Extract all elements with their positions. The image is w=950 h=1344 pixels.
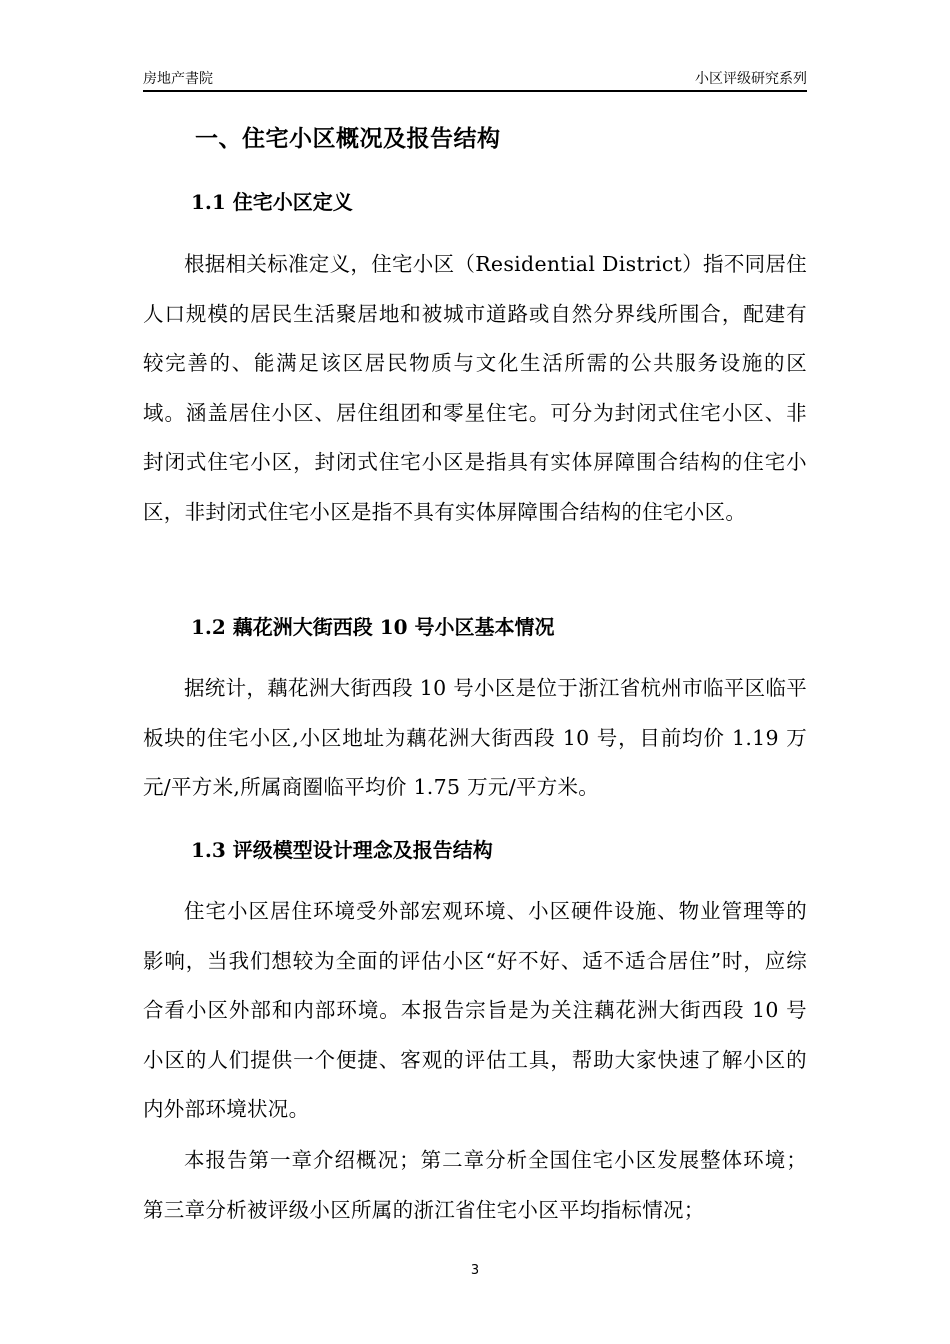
section-heading-1-1: 1.1 住宅小区定义 bbox=[191, 190, 353, 214]
section-1-1-paragraph: 根据相关标准定义，住宅小区（Residential District）指不同居住人口规模的居民生活聚居地和被城市道路或自然分界线所围合，配建有较完善的、能满足该区居民物质与文化生活所需的公共服务设施的区域。涵盖居住小区、居住组团和零星住宅。可分为封闭式住宅小区、非封闭式住宅小区，封闭式住宅小区是指具有实体屏障围合结构的住宅小区，非封闭式住宅小区是指不具有实体屏障围合结构的住宅小区。 bbox=[143, 252, 808, 524]
section-1-3-paragraph-1: 住宅小区居住环境受外部宏观环境、小区硬件设施、物业管理等的影响，当我们想较为全面的评估小区“好不好、适不适合居住”时，应综合看小区外部和内部环境。本报告宗旨是为关注藕花洲大街西段 10 号小区的人们提供一个便捷、客观的评估工具，帮助大家快速了解小区的内外部环境状况。 bbox=[143, 899, 807, 1122]
section-1-3-paragraph-2: 本报告第一章介绍概况；第二章分析全国住宅小区发展整体环境；第三章分析被评级小区所属的浙江省住宅小区平均指标情况； bbox=[143, 1148, 807, 1222]
section-heading-1-3: 1.3 评级模型设计理念及报告结构 bbox=[191, 838, 493, 862]
page-number: 3 bbox=[470, 1263, 480, 1278]
section-heading-1-2: 1.2 藕花洲大街西段 10 号小区基本情况 bbox=[191, 615, 555, 639]
page-header bbox=[143, 66, 807, 92]
header-publisher: 房地产書院 bbox=[143, 71, 213, 87]
section-1-2-paragraph: 据统计，藕花洲大街西段 10 号小区是位于浙江省杭州市临平区临平板块的住宅小区,小区地址为藕花洲大街西段 10 号，目前均价 1.19 万元/平方米,所属商圈临平均价 1.75 万元/平方米。 bbox=[143, 676, 807, 800]
chapter-title: 一、住宅小区概况及报告结构 bbox=[195, 125, 501, 152]
header-series-title: 小区评级研究系列 bbox=[695, 71, 807, 87]
